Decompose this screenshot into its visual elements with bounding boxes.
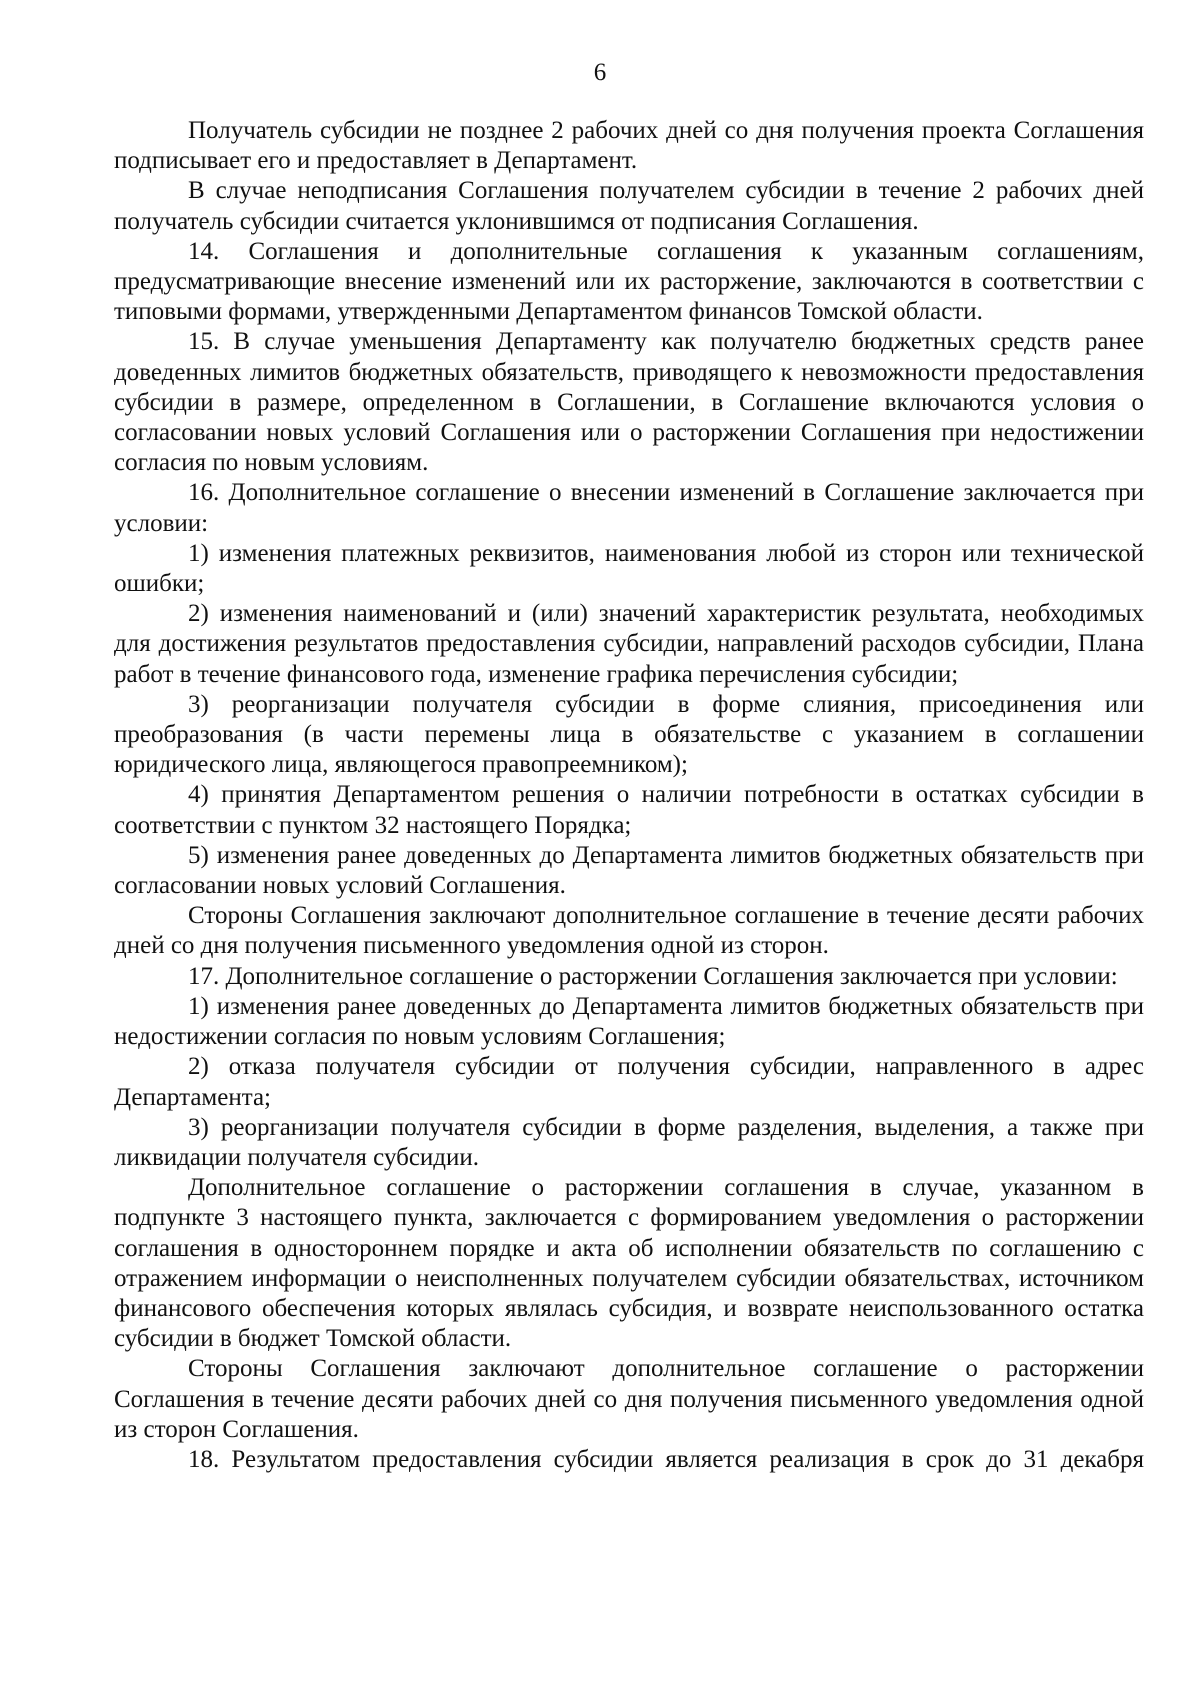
list-item: 3) реорганизации получателя субсидии в форме слияния, присоединения или преобразования (в части перемены лица в обязательстве с указанием в соглашении юридического лица, являющегося правопреемником); bbox=[114, 690, 1144, 779]
paragraph: Стороны Соглашения заключают дополнительное соглашение о расторжении Соглашения в течение десяти рабочих дней со дня получения письменного уведомления одной из сторон Соглашения. bbox=[114, 1355, 1144, 1443]
paragraph: 18. Результатом предоставления субсидии является реализация в срок до 31 декабря bbox=[188, 1445, 1144, 1473]
paragraph: 17. Дополнительное соглашение о расторжении Соглашения заключается при условии: bbox=[188, 962, 1118, 990]
list-item: 1) изменения ранее доведенных до Департамента лимитов бюджетных обязательств при недостижении согласия по новым условиям Соглашения; bbox=[114, 992, 1144, 1051]
paragraph: В случае неподписания Соглашения получателем субсидии в течение 2 рабочих дней получатель субсидии считается уклонившимся от подписания Соглашения. bbox=[114, 177, 1144, 235]
list-item: 5) изменения ранее доведенных до Департамента лимитов бюджетных обязательств при согласовании новых условий Соглашения. bbox=[114, 841, 1144, 900]
list-item: 4) принятия Департаментом решения о наличии потребности в остатках субсидии в соответствии с пунктом 32 настоящего Порядка; bbox=[114, 781, 1144, 839]
document-body bbox=[114, 116, 1144, 1475]
list-item: 2) отказа получателя субсидии от получения субсидии, направленного в адрес Департамента; bbox=[114, 1053, 1144, 1111]
list-item: 3) реорганизации получателя субсидии в форме разделения, выделения, а также при ликвидации получателя субсидии. bbox=[114, 1113, 1144, 1171]
paragraph: 14. Соглашения и дополнительные соглашения к указанным соглашениям, предусматривающие внесение изменений или их расторжение, заключаются в соответствии с типовыми формами, утвержденными Департаментом финансов Томской области. bbox=[114, 237, 1144, 326]
paragraph: Получатель субсидии не позднее 2 рабочих дней со дня получения проекта Соглашения подписывает его и предоставляет в Департамент. bbox=[114, 117, 1144, 175]
paragraph: Дополнительное соглашение о расторжении соглашения в случае, указанном в подпункте 3 настоящего пункта, заключается с формированием уведомления о расторжении соглашения в одностороннем порядке и акта об исполнении обязательств по соглашению с отражением информации о неисполненных получателем субсидии обязательствах, источником финансового обеспечения которых являлась субсидия, и возврате неиспользованного остатка субсидии в бюджет Томской области. bbox=[114, 1174, 1144, 1353]
list-item: 1) изменения платежных реквизитов, наименования любой из сторон или технической ошибки; bbox=[114, 539, 1144, 598]
paragraph: 16. Дополнительное соглашение о внесении изменений в Соглашение заключается при условии: bbox=[114, 479, 1144, 537]
list-item: 2) изменения наименований и (или) значений характеристик результата, необходимых для достижения результатов предоставления субсидии, направлений расходов субсидии, Плана работ в течение финансового года, изменение графика перечисления субсидии; bbox=[114, 600, 1144, 688]
paragraph: Стороны Соглашения заключают дополнительное соглашение в течение десяти рабочих дней со дня получения письменного уведомления одной из сторон. bbox=[114, 902, 1144, 960]
page-number: 6 bbox=[593, 59, 607, 86]
paragraph: 15. В случае уменьшения Департаменту как получателю бюджетных средств ранее доведенных лимитов бюджетных обязательств, приводящего к невозможности предоставления субсидии в размере, определенном в Соглашении, в Соглашение включаются условия о согласовании новых условий Соглашения или о расторжении Соглашения при недостижении согласия по новым условиям. bbox=[114, 328, 1144, 477]
